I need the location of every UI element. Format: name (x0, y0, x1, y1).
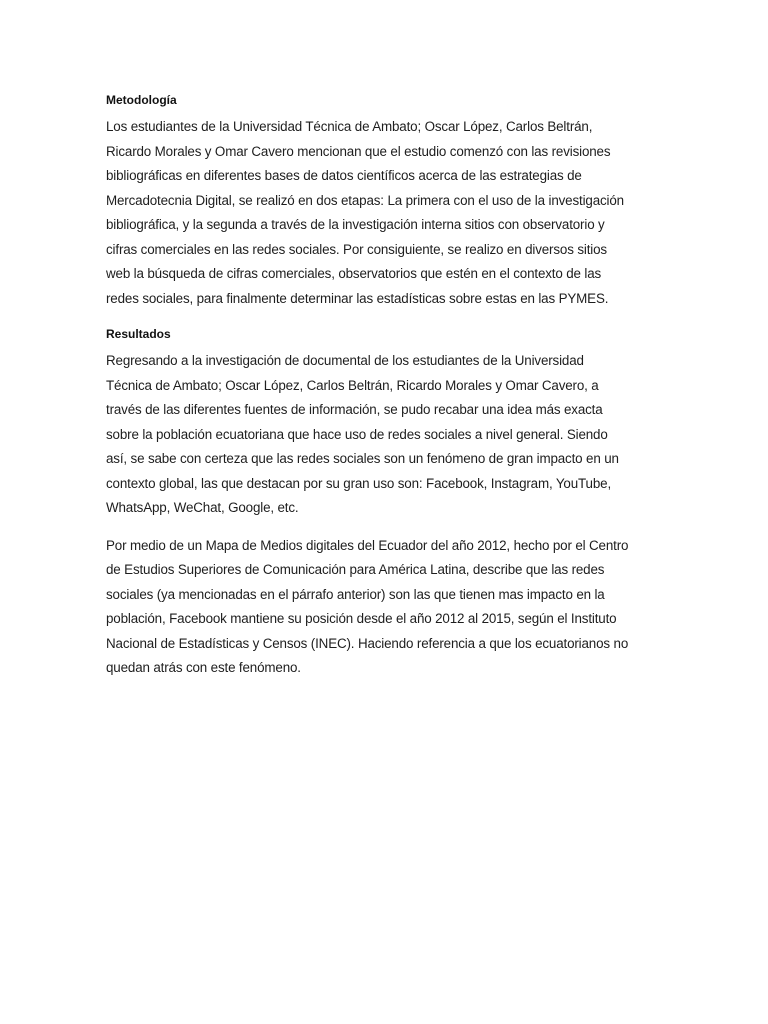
paragraph-line: así, se sabe con certeza que las redes sociales son un fenómeno de gran impacto en un (106, 451, 619, 466)
paragraph-line: Nacional de Estadísticas y Censos (INEC). Haciendo referencia a que los ecuatorianos no (106, 635, 629, 651)
paragraph-line: contexto global, las que destacan por su gran uso son: Facebook, Instagram, YouTube, (106, 475, 612, 491)
paragraph-resultados-2 (106, 534, 666, 681)
paragraph-line: Los estudiantes de la Universidad Técnica de Ambato; Oscar López, Carlos Beltrán, (106, 119, 593, 134)
paragraph-line: bibliográfica, y la segunda a través de la investigación interna sitios con observatorio y (106, 217, 605, 232)
paragraph-line: Mercadotecnia Digital, se realizó en dos etapas: La primera con el uso de la investigación (106, 192, 624, 208)
paragraph-line: WhatsApp, WeChat, Google, etc. (106, 500, 299, 515)
paragraph-line: población, Facebook mantiene su posición desde el año 2012 al 2015, según el Instituto (106, 611, 617, 626)
paragraph-resultados-1 (106, 349, 666, 521)
paragraph-line: Ricardo Morales y Omar Cavero mencionan que el estudio comenzó con las revisiones (106, 143, 611, 159)
document-body (106, 90, 666, 681)
paragraph-line: Técnica de Ambato; Oscar López, Carlos Beltrán, Ricardo Morales y Omar Cavero, a (106, 377, 599, 393)
paragraph-line: cifras comerciales en las redes sociales. Por consiguiente, se realizo en diversos sitios (106, 241, 607, 257)
paragraph-line: Por medio de un Mapa de Medios digitales del Ecuador del año 2012, hecho por el Centro (106, 537, 629, 553)
paragraph-line: bibliográficas en diferentes bases de datos científicos acerca de las estrategias de (106, 168, 582, 183)
paragraph-line: sociales (ya mencionadas en el párrafo anterior) son las que tienen mas impacto en la (106, 586, 605, 602)
paragraph-line: web la búsqueda de cifras comerciales, observatorios que estén en el contexto de las (106, 266, 602, 281)
paragraph-metodologia (106, 115, 666, 311)
paragraph-line: redes sociales, para finalmente determinar las estadísticas sobre estas en las PYMES. (106, 290, 609, 306)
section-heading-metodologia: Metodología (106, 93, 177, 107)
paragraph-line: de Estudios Superiores de Comunicación para América Latina, describe que las redes (106, 562, 605, 577)
paragraph-line: través de las diferentes fuentes de información, se pudo recabar una idea más exacta (106, 402, 603, 417)
paragraph-line: quedan atrás con este fenómeno. (106, 660, 301, 675)
paragraph-line: sobre la población ecuatoriana que hace uso de redes sociales a nivel general. Siendo (106, 426, 608, 442)
section-heading-resultados: Resultados (106, 327, 171, 341)
paragraph-line: Regresando a la investigación de documental de los estudiantes de la Universidad (106, 353, 584, 368)
